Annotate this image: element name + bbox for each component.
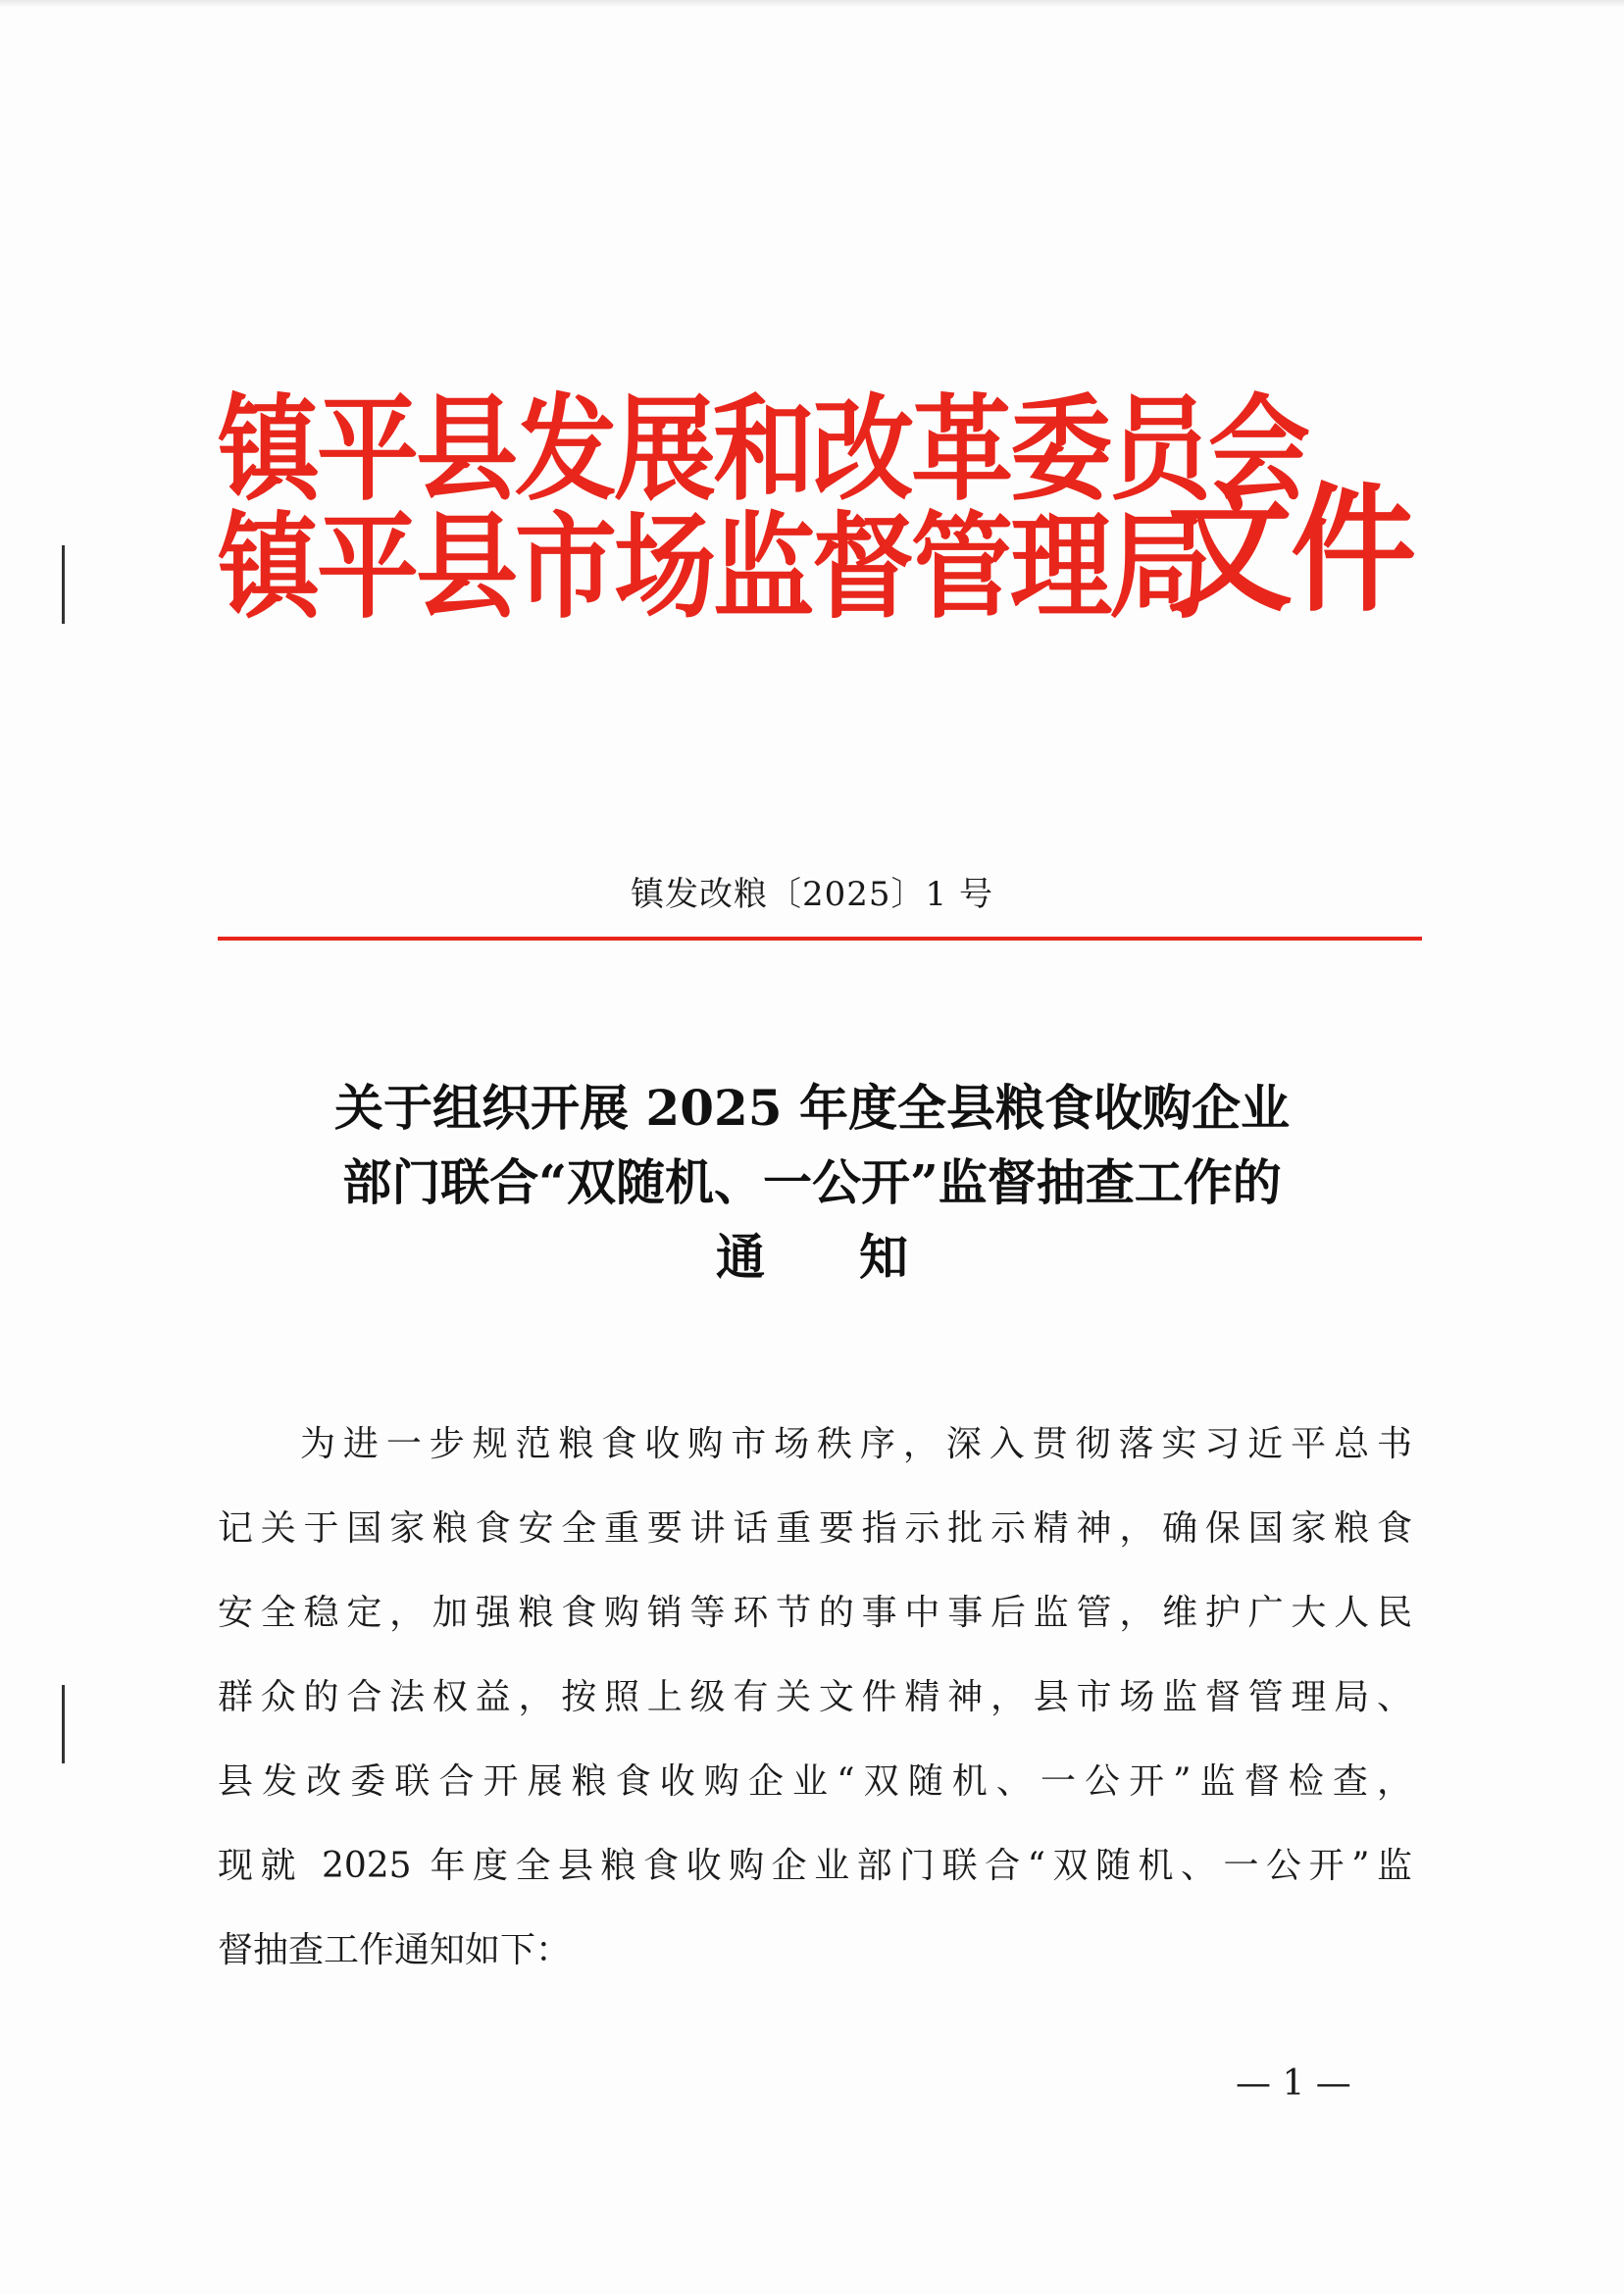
document-number: 镇发改粮〔2025〕1 号 bbox=[631, 875, 993, 914]
body-line-3: 安全稳定，加强粮食购销等环节的事中事后监管，维护广大人民 bbox=[218, 1593, 1412, 1633]
body-line-6: 现就 2025 年度全县粮食收购企业部门联合“双随机、一公开”监 bbox=[218, 1846, 1412, 1886]
body-line-1: 为进一步规范粮食收购市场秩序，深入贯彻落实习近平总书 bbox=[300, 1424, 1412, 1464]
binding-mark-lower bbox=[62, 1685, 65, 1763]
issuer-line-1: 镇平县发展和改革委员会 bbox=[218, 382, 1308, 517]
body-line-4: 群众的合法权益，按照上级有关文件精神，县市场监督管理局、 bbox=[218, 1677, 1412, 1717]
body-paragraph bbox=[218, 1402, 1412, 1993]
issuing-agencies bbox=[218, 382, 1308, 635]
title-line-2: 部门联合“双随机、一公开”监督抽查工作的 bbox=[342, 1153, 1282, 1211]
red-separator-line bbox=[218, 937, 1422, 941]
binding-mark-upper bbox=[62, 545, 65, 624]
document-word: 文件 bbox=[1167, 470, 1415, 632]
issuer-line-2: 镇平县市场监督管理局 bbox=[218, 499, 1209, 635]
notice-title bbox=[0, 1071, 1624, 1295]
body-line-5: 县发改委联合开展粮食收购企业“双随机、一公开”监督检查， bbox=[218, 1761, 1412, 1802]
scan-top-edge bbox=[0, 0, 1624, 8]
body-line-7: 督抽查工作通知如下： bbox=[218, 1930, 572, 1970]
title-line-3: 通知 bbox=[716, 1228, 1002, 1286]
page-number: — 1 — bbox=[1236, 2064, 1351, 2104]
title-line-1: 关于组织开展 2025 年度全县粮食收购企业 bbox=[334, 1079, 1290, 1137]
body-line-2: 记关于国家粮食安全重要讲话重要指示批示精神，确保国家粮食 bbox=[218, 1508, 1412, 1549]
